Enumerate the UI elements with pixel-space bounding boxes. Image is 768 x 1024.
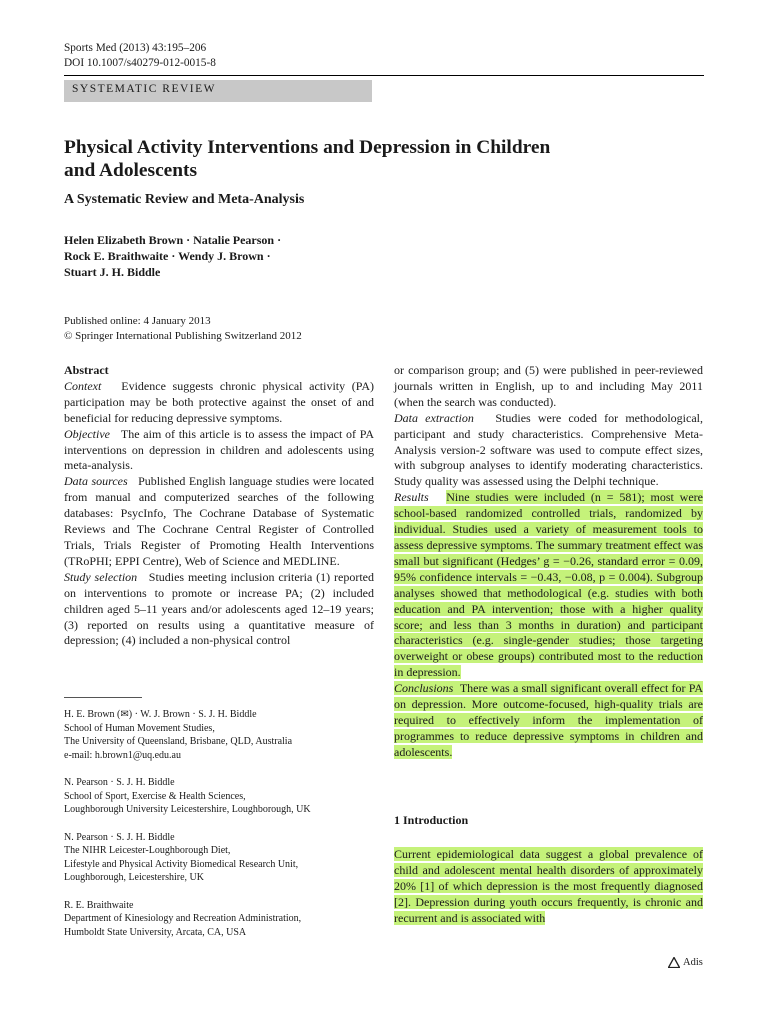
journal-citation: Sports Med (2013) 43:195–206 (64, 42, 207, 54)
affiliation-names: N. Pearson · S. J. H. Biddle (64, 777, 175, 788)
intro-paragraph (394, 847, 703, 927)
affiliation-names: R. E. Braithwaite (64, 899, 134, 911)
selection-text: Studies meeting inclusion criteria (1) reported on interventions to promote or increase PA; (2) included children aged 5–11 years and/or adolescents aged 12–19 years; (3) reported on results using a quantitative measure of depression; (4) included a non-physical control (64, 569, 375, 648)
abstract-objective (64, 427, 374, 475)
abstract-right-column (394, 363, 703, 761)
article-title (64, 136, 664, 182)
publisher-logo (668, 957, 703, 968)
adis-triangle-icon (668, 957, 680, 968)
affiliation-line: School of Sport, Exercise & Health Sciences, (64, 790, 246, 802)
affiliation-line: School of Human Movement Studies, (64, 722, 215, 734)
affiliation-line: Department of Kinesiology and Recreation Administration, (64, 913, 302, 924)
extraction-label: Data extraction (394, 410, 474, 425)
results-label: Results (394, 490, 429, 505)
sources-label: Data sources (64, 474, 128, 489)
affiliation-block (64, 899, 374, 940)
article-subtitle: A Systematic Review and Meta-Analysis (64, 192, 305, 207)
affiliation-line: The NIHR Leicester-Loughborough Diet, (64, 845, 231, 856)
published-date: Published online: 4 January 2013 (64, 315, 211, 327)
affiliation-block (64, 708, 374, 762)
affiliation-block (64, 776, 374, 817)
abstract-data-extraction (394, 411, 703, 491)
affiliation-line: Loughborough University Leicestershire, Loughborough, UK (64, 804, 311, 815)
affiliation-email[interactable]: e-mail: h.brown1@uq.edu.au (64, 749, 181, 761)
abstract-conclusions (394, 681, 703, 761)
abstract-context (64, 379, 374, 427)
abstract-left-column (64, 363, 374, 649)
affiliation-block (64, 831, 374, 885)
affiliation-names: H. E. Brown (✉) · W. J. Brown · S. J. H. Biddle (64, 709, 257, 720)
authors-line-2: Rock E. Braithwaite · Wendy J. Brown · (64, 249, 271, 263)
objective-label: Objective (64, 426, 110, 441)
header-rule (64, 75, 704, 76)
affiliation-line: Lifestyle and Physical Activity Biomedical Research Unit, (64, 858, 299, 870)
title-line-1: Physical Activity Interventions and Depression in Children (64, 137, 551, 158)
authors-line-3: Stuart J. H. Biddle (64, 265, 161, 279)
journal-header (64, 41, 216, 71)
abstract-results (394, 490, 703, 681)
selection-label: Study selection (64, 569, 138, 584)
intro-text-highlighted[interactable]: Current epidemiological data suggest a global prevalence of child and adolescent mental health disorders of approximately 20% [1] of which depression is the most frequently diagnosed [2]. Depression during youth occurs frequently, is chronic and recurrent and is associated with (394, 847, 703, 925)
results-text-highlighted[interactable]: Nine studies were included (n = 581); most were school-based randomized controlled trials, randomized by individual. Studies used a variety of measurement tools to assess depressive symptoms. The summary treatment effect was small but significant (Hedges’ g = −0.26, standard error = 0.09, 95% confidence intervals = −0.43, −0.08, p = 0.004). Subgroup analyses showed that methodological (e.g. studies with both education and PA intervention; those with a higher quality score; and less than 3 months in duration) and participant characteristics (e.g. single-gender studies; those targeting overweight or obese groups) contributed most to the reduction in depression. (394, 490, 703, 680)
journal-doi: DOI 10.1007/s40279-012-0015-8 (64, 57, 216, 69)
affiliation-line: The University of Queensland, Brisbane, QLD, Australia (64, 736, 293, 747)
author-list (64, 232, 281, 280)
publisher-name: Adis (683, 957, 703, 968)
copyright: © Springer International Publishing Switzerland 2012 (64, 330, 302, 342)
affiliations (64, 708, 374, 953)
affiliation-line: Loughborough, Leicestershire, UK (64, 872, 204, 883)
conclusions-text-highlighted[interactable]: There was a small significant overall effect for PA on depression. More outcome-focused, high-quality trials are required to effectively inform the implementation of programmes to reduce depressive symptoms in children and adolescents. (394, 681, 703, 759)
conclusions-label[interactable]: Conclusions (394, 681, 454, 696)
section-band (64, 80, 372, 102)
extraction-text: Studies were coded for methodological, participant and study characteristics. Comprehensive Meta-Analysis version-2 software was used to compute effect sizes, with subgroup analyses to identify moderating characteristics. Study quality was assessed using the Delphi technique. (394, 410, 703, 489)
intro-heading: 1 Introduction (394, 813, 469, 827)
context-label: Context (64, 378, 102, 393)
affiliation-line: Humboldt State University, Arcata, CA, USA (64, 926, 247, 938)
publication-info (64, 314, 302, 344)
sources-text: Published English language studies were located from manual and computerized searches of the following databases: PsycInfo, The Cochrane Database of Systematic Reviews and The Cochrane Central Register of Controlled Trials, Trials Register of Promoting Health Interventions (TRoPHI; EPPI Centre), Web of Science and MEDLINE. (64, 474, 375, 568)
abstract-study-selection (64, 570, 374, 650)
abstract-data-sources (64, 474, 374, 569)
context-text: Evidence suggests chronic physical activity (PA) participation may be both protective against the onset of and beneficial for reducing depressive symptoms. (64, 378, 374, 425)
section-label: SYSTEMATIC REVIEW (72, 83, 217, 95)
abstract-heading: Abstract (64, 363, 109, 377)
footnote-rule (64, 697, 142, 698)
affiliation-names: N. Pearson · S. J. H. Biddle (64, 831, 175, 843)
authors-line-1: Helen Elizabeth Brown · Natalie Pearson · (64, 233, 282, 247)
title-line-2: and Adolescents (64, 160, 198, 181)
selection-continued: or comparison group; and (5) were published in peer-reviewed journals written in English, up to and including May 2011 (when the search was conducted). (394, 363, 703, 409)
objective-text: The aim of this article is to assess the impact of PA interventions on depression in children and adolescents using meta-analysis. (64, 426, 374, 473)
